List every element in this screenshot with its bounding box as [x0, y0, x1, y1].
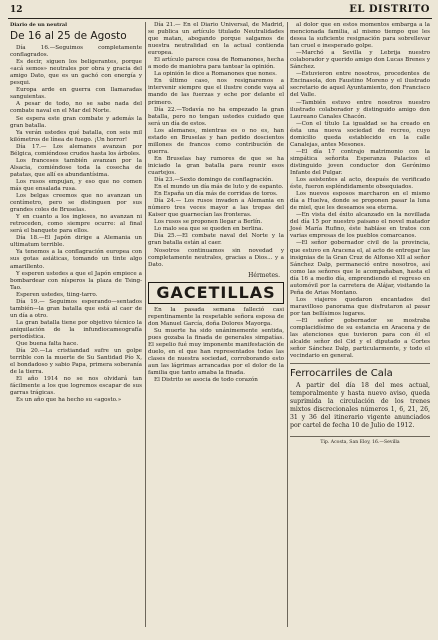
column-divider — [145, 22, 146, 627]
paragraph: Día 24.— Los rusos invaden a Alemania en número tres veces mayor a las tropas del Kaiser que guarnecían las fronteras. — [148, 198, 284, 219]
paragraph: Día 21.— En el Diario Universal, de Madrid, se publica un artículo titulado Neutralidades que matan, abogando porque salgamos de nuestra neutralidad en la actual contienda europea. — [148, 22, 284, 57]
paragraph: —Estuvieron entre nosotros, procedentes de Encinasola, don Faustino Moreno y el ilustrado secretario de aquel Ayuntamiento, don Francisco del Valle. — [290, 71, 430, 99]
paragraph: Los asistentes al acto, después de verificado éste, fueron espléndidamente obsequiados. — [290, 177, 430, 191]
article-headline: De 16 al 25 de Agosto — [10, 30, 127, 43]
gacetillas-title: GACETILLAS — [156, 282, 276, 302]
paragraph: El Distrito se asocia de todo corazón — [154, 377, 258, 384]
paragraph: Los rusos empujan, y eso que no comen más que ensalada rusa. — [10, 178, 142, 192]
paragraph: Día 18.—El Japón dirige a Alemania un ultimatum terrible. — [10, 235, 142, 249]
paragraph: En último caso, nos resignaremos a intervenir siempre que el ilustre conde vaya al mando de las fuerzas y eche por delante el primero. — [148, 78, 284, 106]
paragraph: —También estuvo entre nosotros nuestro ilustrado colaborador y distinguido amigo don Laureano Canales Chacón. — [290, 99, 430, 120]
paragraph: Día 19.— Seguimos esperando—sentados también—la gran batalla que está al caer de un día a otro. — [10, 298, 142, 319]
paragraph: El año 1914 no se nos olvidará tan fácilmente a los que logremos escapar de sus garras trágicas. — [10, 376, 142, 397]
paragraph: Su muerte ha sido unánimemente sentida, pues gozaba la finada de generales simpatías. El sepelio fué muy imponente manifestación de duelo, en el que han representados todas las clases de nuestra sociedad, corroborando esto aun las lágrimas arrancadas por el dolor de la familia que tanto amaba la finada. — [148, 327, 284, 377]
column-3 — [290, 22, 430, 451]
paragraph: —El día 17 contrajo matrimonio con la simpática señorita Esperanza Palacios el distinguido joven conductor don Gerónimo Infante del Pulgar. — [290, 148, 430, 176]
paragraph: Los alemanes, mientras es o no es, han estado en Bruselas y han pedido doscientos millones de francos como contribución de guerra. — [148, 127, 284, 155]
article-body — [148, 22, 284, 269]
paragraph: En Bruselas hay rumores de que se ha iniciado la gran batalla para reunir esos cuartejos. — [148, 155, 284, 176]
page-number: 12 — [10, 5, 23, 15]
column-2 — [148, 22, 284, 384]
paragraph: Los belgas creemos que no avanzan un centímetro, pero se distinguen por sus grandes coles de Bruselas. — [10, 193, 142, 214]
section-kicker: Diario de un neutral — [10, 22, 68, 28]
paragraph: —El señor gobernador se mostraba complacidísimo de su estancia en Aracena y de las atenciones que tuvieron para con él el alcalde señor del Cid y el diputado a Cortes señor Sánchez Dalp, particularmente, y todo el vecindario en general. — [290, 317, 430, 360]
printer-imprint: Tip. Acosta, San Eloy, 16.—Sevilla — [290, 436, 430, 446]
ferrocarriles-title: Ferrocarriles de Cala — [290, 368, 393, 380]
paragraph: Día 22.—Todavía no ha empezado la gran batalla, pero no tengan ustedes cuidado que será un día de estos. — [148, 106, 284, 127]
masthead: EL DISTRITO — [349, 4, 430, 15]
paragraph: Que buena falta hace. — [16, 341, 79, 348]
paragraph: Los viajeros quedaron encantados del maravilloso panorama que disfrutaron al pasar por tan bellísimos lugares. — [290, 296, 430, 317]
paragraph: A pesar de todo, no se sabe nada del combate naval en el Mar del Norte. — [10, 101, 142, 115]
paragraph: Los franceses también avanzan por la Alsacia, comiéndose toda la cosecha de patatas, que allí es abundantísima. — [10, 157, 142, 178]
paragraph: La gran batalla tiene por objetivo técnico la aniquilación de la infundiocameografía periodística. — [10, 319, 142, 340]
section-divider — [290, 363, 430, 364]
author-signature: Hérmetes. — [248, 271, 280, 279]
paragraph: —Marchó a Sevilla y Lebrija nuestro colaborador y querido amigo don Lucas Brenes y Sánchez. — [290, 50, 430, 71]
paragraph: Es un año que ha hecho su «agosto.» — [16, 397, 122, 404]
paragraph: El artículo parece cosa de Romanones, hecha a modo de maniobra para tantear la opinión. — [148, 57, 284, 71]
paragraph: —En vista del éxito alcanzado en la novillada del día 15 por nuestro paisano el novel matador José María Rufino, éste habláse en tratos con varias empresas de los pueblos comarcanos. — [290, 212, 430, 240]
paragraph: Y en cuanto a los ingleses, no avanzan ni retroceden, como siempre ocurre: al final será el banquete para ellos. — [10, 214, 142, 235]
paragraph: Día 16.—Seguimos completamente conflagrados. — [10, 45, 142, 59]
paragraph: La opinión le dice a Romanones que nones. — [154, 71, 277, 78]
column-divider — [287, 22, 288, 627]
paragraph: En la pasada semana falleció casi repentinamente la respetable señora esposa de don Manuel García, doña Dolores Mayorga. — [148, 306, 284, 327]
paragraph: Europa arde en guerra con llamaradas sanguientas. — [10, 87, 142, 101]
ferrocarriles-notice: A partir del día 18 del mes actual, temporalmente y hasta nuevo aviso, queda suprimida la circulación de los trenes mixtos discrecionales números 1, 6, 21, 26, 31 y 36 del itinerario vigente anunciados por cartel de fecha 10 de Julio de 1912. — [290, 382, 430, 430]
paragraph: Día 25.—El combate naval del Norte y la gran batalla están al caer. — [148, 233, 284, 247]
column-1 — [10, 22, 142, 404]
paragraph: Día 17.— Los alemanes avanzan por Bélgica, comiéndose crudos hasta los árboles. — [10, 143, 142, 157]
article-body — [10, 45, 142, 404]
paragraph: Es decir, siguen los beligerantes, porque «acá semos» neutrales por obra y gracia del amigo Dato, que es un gachó con energía y pesqui. — [10, 59, 142, 87]
paragraph: —Con el título La igualdad se ha creado en ésta una nueva sociedad de recreo, cuyo domicilio queda establecido en la calle Canalejas, antes Mesones. — [290, 120, 430, 148]
paragraph: Lo malo sea que se queden en berlina. — [154, 226, 264, 233]
gacetillas-header-box — [148, 282, 284, 304]
paragraph: Ya tenemos a la conflagración europea con sus gotas asiáticas, tomando un tinte algo amarillento. — [10, 249, 142, 270]
paragraph: Los rusos se proponen llegar a Berlín. — [154, 219, 263, 226]
paragraph: Esperen ustedes, tiing-tarro. — [16, 291, 98, 298]
paragraph: Día 20.—La cristiandad sufre un golpe terrible con la muerte de Su Santidad Pío X, el bondadoso y sabio Papa, primera soberanía de la tierra. — [10, 348, 142, 376]
paragraph: Los nuevos esposos marcharon en el mismo día a Huelva, donde se proponen pasar la luna de miel, que les deseamos sea eterna. — [290, 191, 430, 212]
paragraph: Día 23.—Sexto domingo de conflagración. — [154, 177, 274, 184]
gacetillas-body — [148, 307, 284, 385]
news-briefs — [290, 22, 430, 360]
paragraph: al dolor que en estos momentos embarga a la mencionada familia, al mismo tiempo que les desea la suficiente resignación para sobrellevar tan cruel e inesperado golpe. — [290, 22, 430, 50]
paragraph: Ya verán ustedes qué batalla, con seis mil kilómetros de línea de fuego. ¡Un horror! — [10, 129, 142, 143]
paragraph: En España un día más de corridas de toros. — [154, 191, 278, 198]
paragraph: Nosotros continuamos sin novedad y completamente neutrales, gracias a Dios... y a Dato. — [148, 247, 284, 268]
newspaper-page — [8, 4, 432, 636]
paragraph: Y esperen ustedes a que el Japón empiece a bombardear con nísperos la plaza de Tsing-Tao. — [10, 270, 142, 291]
paragraph: En el mundo un día más de luto y de espanto. — [154, 184, 284, 191]
paragraph: Se espera este gran combate y además la gran batalla. — [10, 115, 142, 129]
page-header — [8, 4, 432, 19]
paragraph: —El señor gobernador civil de la provincia, que estuvo en Aracena el, al acto de entregar las insignias de la Gran Cruz de Alfonso XII al señor Sánchez Dalp, permaneció entre nosotros, así como las señores que le acompañaban, hasta el día 16 a medio día, emprendiendo el regreso en automóvil por la carretera de Alájar, visitando la Peña de Arias Montano. — [290, 240, 430, 296]
